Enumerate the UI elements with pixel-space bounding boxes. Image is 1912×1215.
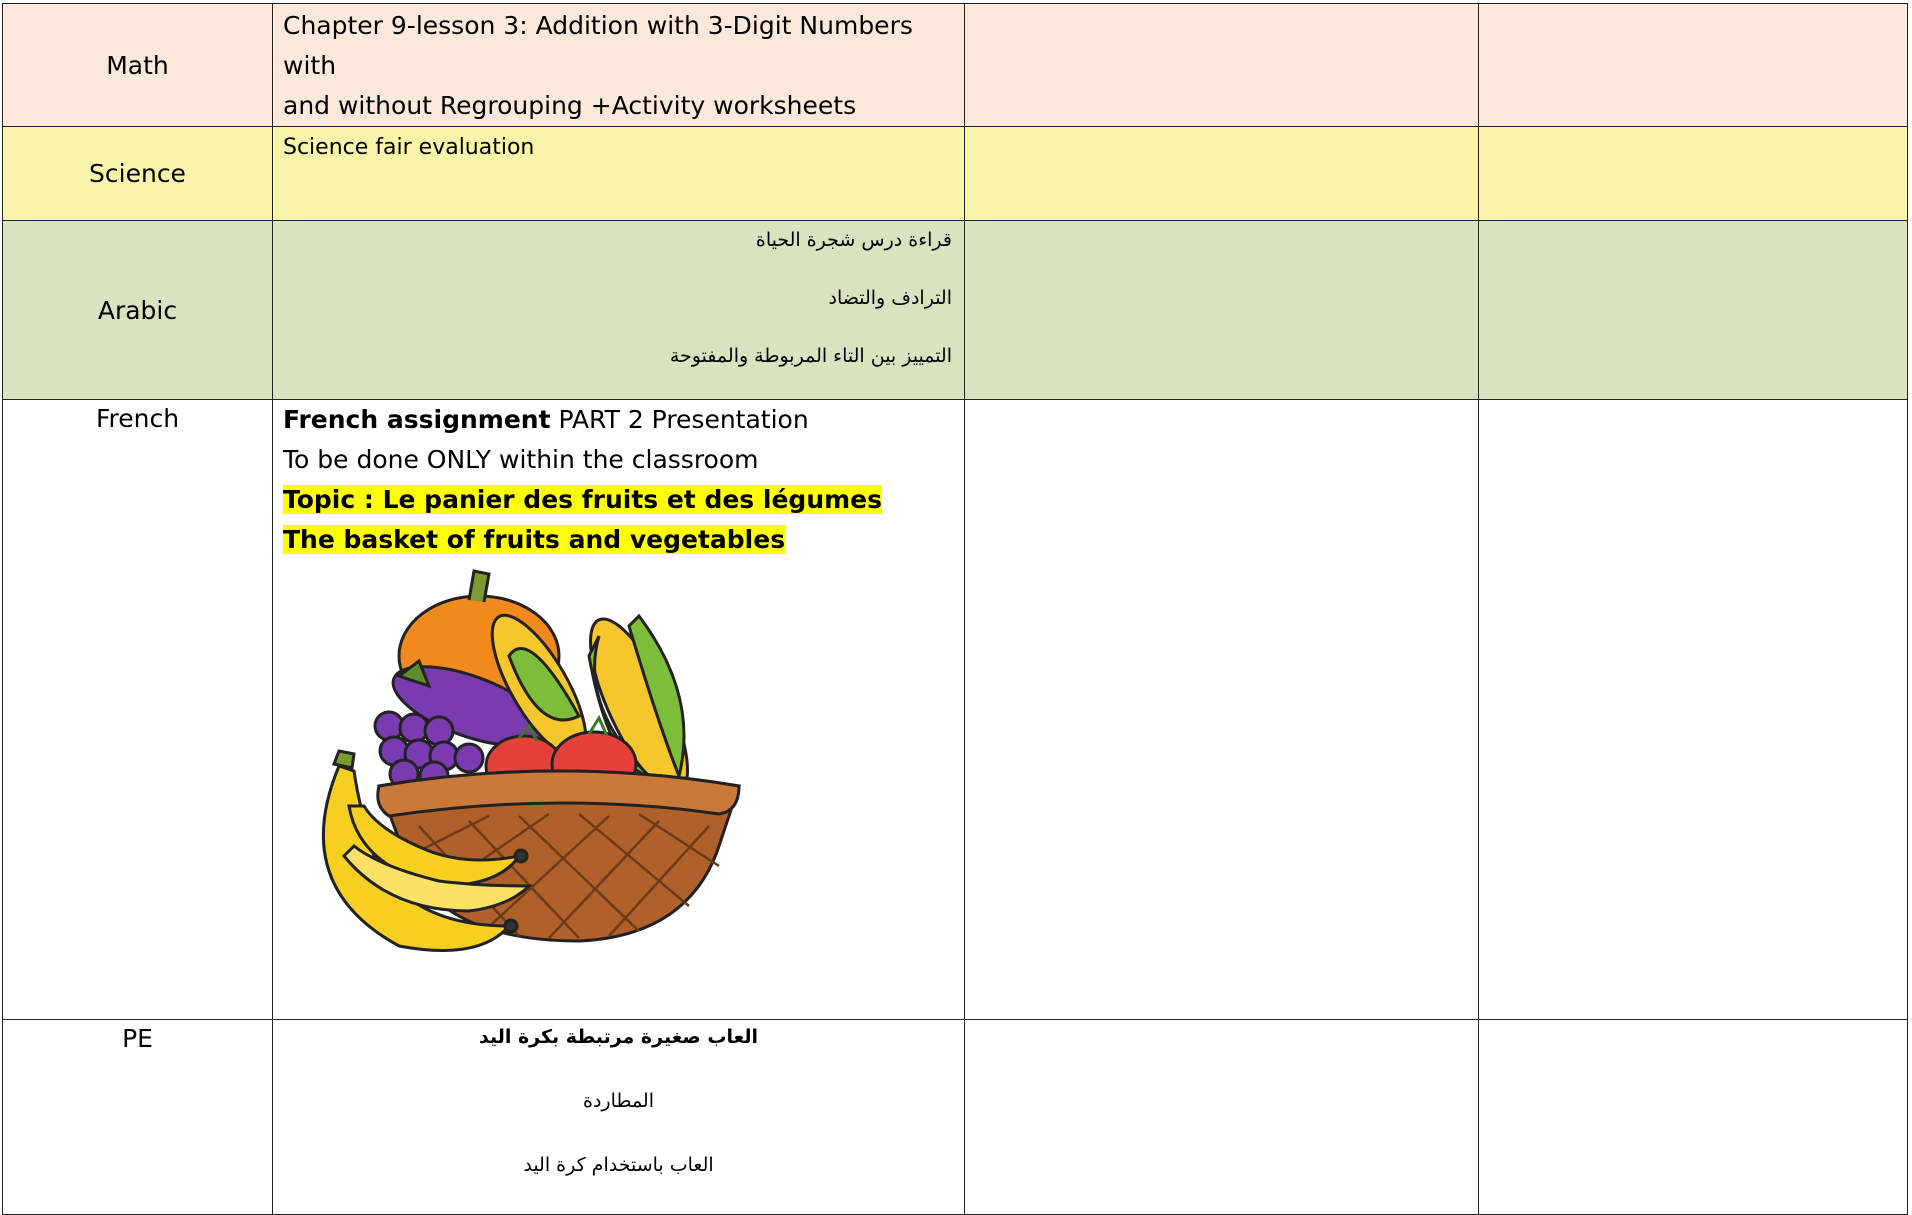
pe-line-1: المطاردة bbox=[582, 1090, 655, 1112]
arabic-line-3: التمييز بين التاء المربوطة والمفتوحة bbox=[669, 345, 952, 367]
subject-label: Math bbox=[106, 50, 169, 80]
math-task-line2: and without Regrouping +Activity worksheets bbox=[283, 91, 857, 120]
fruit-vegetable-basket-illustration-icon bbox=[279, 566, 749, 966]
french-assignment-part: PART 2 Presentation bbox=[550, 405, 809, 434]
arabic-line-2: الترادف والتضاد bbox=[828, 287, 952, 309]
pe-title: العاب صغيرة مرتبطة بكرة اليد bbox=[478, 1026, 759, 1048]
french-empty-cell-1 bbox=[965, 400, 1479, 1020]
lesson-plan-table bbox=[2, 3, 1908, 1215]
fruit-basket-image bbox=[279, 566, 749, 966]
pe-line-2: العاب باستخدام كرة اليد bbox=[523, 1154, 714, 1176]
pe-row bbox=[3, 1020, 1908, 1215]
math-empty-cell-2 bbox=[1479, 4, 1908, 127]
subject-label: French bbox=[95, 404, 180, 433]
math-empty-cell-1 bbox=[965, 4, 1479, 127]
subject-pe bbox=[3, 1020, 273, 1215]
science-row bbox=[3, 127, 1908, 221]
science-task: Science fair evaluation bbox=[283, 135, 535, 160]
arabic-empty-cell-2 bbox=[1479, 221, 1908, 400]
math-task-line1: Chapter 9-lesson 3: Addition with 3-Digit Numbers with bbox=[283, 11, 913, 80]
math-task-cell bbox=[273, 4, 965, 127]
arabic-task-cell bbox=[273, 221, 965, 400]
pe-empty-cell-2 bbox=[1479, 1020, 1908, 1215]
science-task-cell bbox=[273, 127, 965, 221]
math-row bbox=[3, 4, 1908, 127]
science-empty-cell-1 bbox=[965, 127, 1479, 221]
arabic-empty-cell-1 bbox=[965, 221, 1479, 400]
subject-label: PE bbox=[122, 1024, 153, 1053]
pe-task-cell bbox=[273, 1020, 965, 1215]
french-task-cell bbox=[273, 400, 965, 1020]
french-empty-cell-2 bbox=[1479, 400, 1908, 1020]
french-topic-fr: Topic : Le panier des fruits et des légumes bbox=[283, 485, 882, 514]
french-classroom-note: To be done ONLY within the classroom bbox=[283, 445, 759, 474]
subject-label: Arabic bbox=[97, 295, 178, 325]
subject-arabic bbox=[3, 221, 273, 400]
arabic-line-1: قراءة درس شجرة الحياة bbox=[755, 229, 952, 251]
subject-french bbox=[3, 400, 273, 1020]
arabic-row bbox=[3, 221, 1908, 400]
french-assignment-title: French assignment bbox=[283, 405, 551, 434]
french-row bbox=[3, 400, 1908, 1020]
french-topic-en: The basket of fruits and vegetables bbox=[283, 525, 786, 554]
subject-science bbox=[3, 127, 273, 221]
subject-math bbox=[3, 4, 273, 127]
subject-label: Science bbox=[89, 159, 186, 188]
science-empty-cell-2 bbox=[1479, 127, 1908, 221]
pe-empty-cell-1 bbox=[965, 1020, 1479, 1215]
